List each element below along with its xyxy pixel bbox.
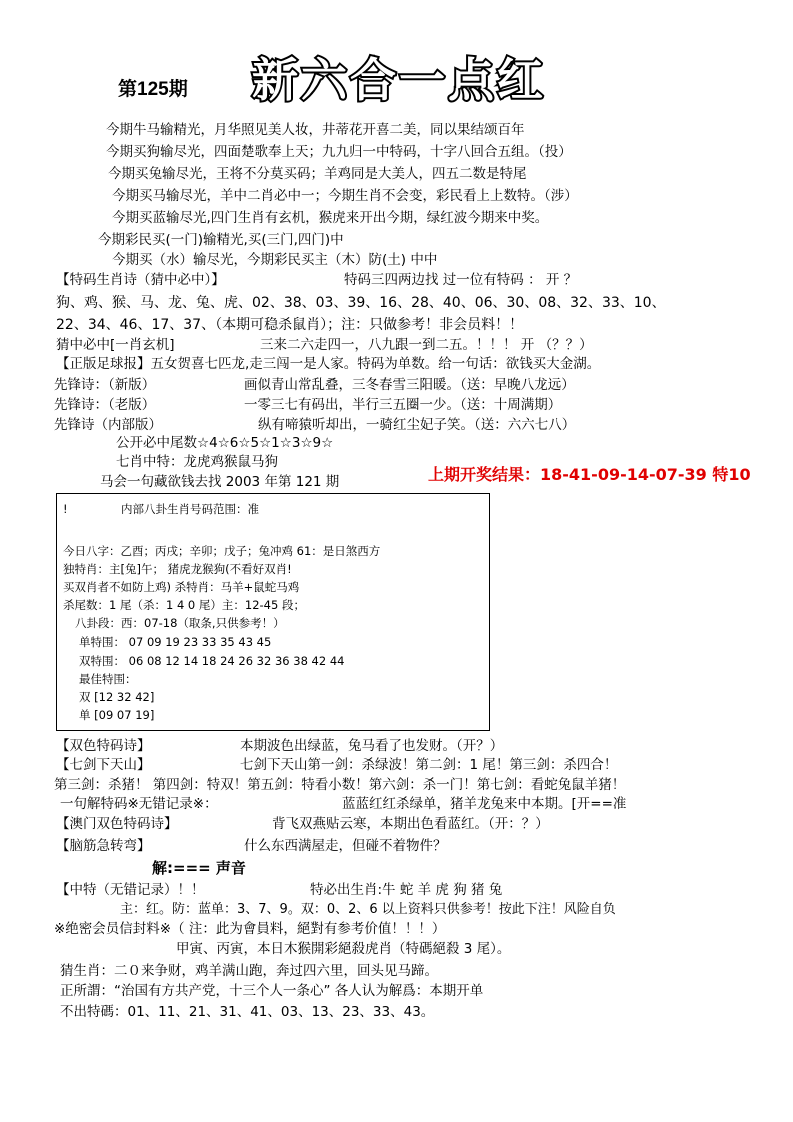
- secret-member-line: ※绝密会员信封料※（ 注：此为會員料，絕對有参考价值！！！）: [54, 921, 446, 937]
- pioneer-label: 先锋诗：（老版）: [54, 397, 156, 413]
- pioneer-text: 纵有啼猿听却出，一骑红尘妃子笑。（送：六六七八）: [258, 417, 576, 433]
- box-line: 单特围： 07 09 19 23 33 35 43 45: [79, 635, 272, 649]
- box-line: 买双肖者不如防上鸡) 杀特肖：马羊+鼠蛇马鸡: [63, 580, 300, 594]
- brain-teaser-answer: 解:=== 声音: [152, 859, 246, 877]
- macau-text: 背飞双燕贴云寒，本期出色看蓝红。（开：？）: [272, 816, 549, 832]
- pioneer-text: 画似青山常乱叠，三冬春雪三阳暖。（送：早晚八龙远）: [244, 377, 575, 393]
- horse-club-line: 马会一句藏欲钱去找 2003 年第 121 期: [100, 474, 340, 490]
- one-line-text: 蓝蓝红红杀绿单，猪羊龙兔来中本期。[开==准: [342, 796, 627, 812]
- seven-sword-text: 七剑下天山第一剑：杀绿波！第二剑：1 尾！第三剑：杀四合！: [240, 757, 618, 773]
- special-text: 特必出生肖:牛 蛇 羊 虎 狗 猪 兔: [310, 882, 503, 898]
- box-line: 独特肖：主[兔]午； 猪虎龙猴狗(不看好双肖!: [63, 562, 292, 576]
- poem-numbers-line: 22、34、46、17、37、（本期可稳杀鼠肖）；注：只做参考！非会员料！！: [56, 317, 524, 333]
- box-line: 杀尾数：1 尾（杀：1 4 0 尾）主：12-45 段；: [63, 598, 305, 612]
- guess-label: 猜中必中[一肖玄机]: [56, 337, 175, 353]
- page-title: 新六合一点红: [252, 53, 546, 107]
- intro-line: 今期买蓝输尽光,四门生肖有玄机，猴虎来开出今期，绿红波今期来中奖。: [112, 210, 549, 226]
- tail-number-line: 公开必中尾数☆4☆6☆5☆1☆3☆9☆: [116, 435, 334, 451]
- pioneer-label: 先锋诗（内部版）: [54, 417, 162, 433]
- jia-yin-line: 甲寅、丙寅，本日木猴開彩絕殺虎肖（特碼絕殺 3 尾）。: [176, 941, 511, 957]
- double-color-label: 【双色特码诗】: [56, 738, 151, 754]
- macau-label: 【澳门双色特码诗】: [56, 816, 178, 832]
- genuine-football-line: 【正版足球报】五女贺喜七匹龙,走三闯一是人家。特码为单数。给一句话：欲钱买大金湖。: [56, 356, 601, 372]
- box-line: 双特围： 06 08 12 14 18 24 26 32 36 38 42 44: [79, 654, 345, 668]
- poem-numbers-line: 狗、鸡、猴、马、龙、兔、虎、02、38、03、39、16、28、40、06、30、08、32、33、10、: [56, 295, 666, 311]
- bagua-box: [56, 493, 490, 731]
- last-draw-result: 上期开奖结果：18-41-09-14-07-39 特10: [428, 465, 751, 484]
- guess-text: 三来二六走四一，八九跟一到二五。！！！ 开 （？？）: [260, 337, 593, 353]
- box-line: 最佳特围：: [79, 672, 137, 686]
- pioneer-label: 先锋诗：（新版）: [54, 377, 156, 393]
- special-label: 【中特（无错记录）！！: [56, 882, 205, 898]
- intro-line: 今期牛马输精光，月华照见美人妆，井蒂花开喜二美，同以果结颂百年: [106, 122, 525, 138]
- intro-line: 今期买兔输尽光，王将不分莫买码；羊鸡同是大美人，四五二数是特尾: [108, 166, 527, 182]
- issue-number: 第125期: [118, 79, 188, 100]
- seven-sword-label: 【七剑下天山】: [56, 757, 151, 773]
- proverb-line: 正所謂：“治国有方共产党，十三个人一条心” 各人认为解爲：本期开单: [60, 983, 484, 999]
- box-line: 单 [09 07 19]: [79, 708, 155, 722]
- seven-sword-continued: 第三剑：杀猪！ 第四剑：特双！第五剑：特看小数！第六剑：杀一门！第七剑：看蛇兔鼠羊猪！: [54, 777, 626, 793]
- box-line: 今日八字：乙酉；丙戌；辛卯；戊子；兔冲鸡 61：是日煞西方: [63, 544, 381, 558]
- box-heading: 内部八卦生肖号码范围：准: [121, 502, 259, 516]
- intro-line: 今期彩民买(一门)输精光,买(三门,四门)中: [98, 232, 344, 248]
- box-line: 八卦段：西：07-18（取条,只供参考！）: [75, 616, 285, 630]
- not-out-numbers-line: 不出特碼：01、11、21、31、41、03、13、23、33、43。: [60, 1004, 435, 1020]
- intro-line: 今期买狗输尽光，四面楚歌奉上天；九九归一中特码，十字八回合五组。（投）: [106, 144, 572, 160]
- poem-label: 【特码生肖诗（猜中必中）】: [56, 272, 225, 288]
- box-line: 双 [12 32 42]: [79, 690, 155, 704]
- brain-teaser-label: 【脑筋急转弯】: [56, 838, 151, 854]
- poem-text: 特码三四两边找 过一位有特码 ： 开 ？: [344, 272, 578, 288]
- box-marker: !: [63, 502, 68, 516]
- brain-teaser-text: 什么东西满屋走，但碰不着物件？: [244, 838, 447, 854]
- seven-zodiac-line: 七肖中特：龙虎鸡猴鼠马狗: [116, 454, 278, 470]
- main-guard-line: 主：红。防：蓝单：3、7、9。双：0、2、6 以上资料只供参考！按此下注！风险自负: [120, 902, 616, 917]
- intro-line: 今期买马输尽光，羊中二肖必中一；今期生肖不会变，彩民看上上数特。（涉）: [112, 188, 578, 204]
- double-color-text: 本期波色出绿蓝，兔马看了也发财。（开？）: [240, 738, 504, 754]
- pioneer-text: 一零三七有码出，半行三五圈一少。（送：十周满期）: [244, 397, 562, 413]
- one-line-label: 一句解特码※无错记录※：: [60, 796, 218, 812]
- guess-zodiac-line: 猜生肖：二０来争财，鸡羊满山跑，奔过四六里，回头见马蹄。: [60, 963, 438, 979]
- intro-line: 今期买（水）输尽光，今期彩民买主（木）防(土) 中中: [112, 252, 438, 268]
